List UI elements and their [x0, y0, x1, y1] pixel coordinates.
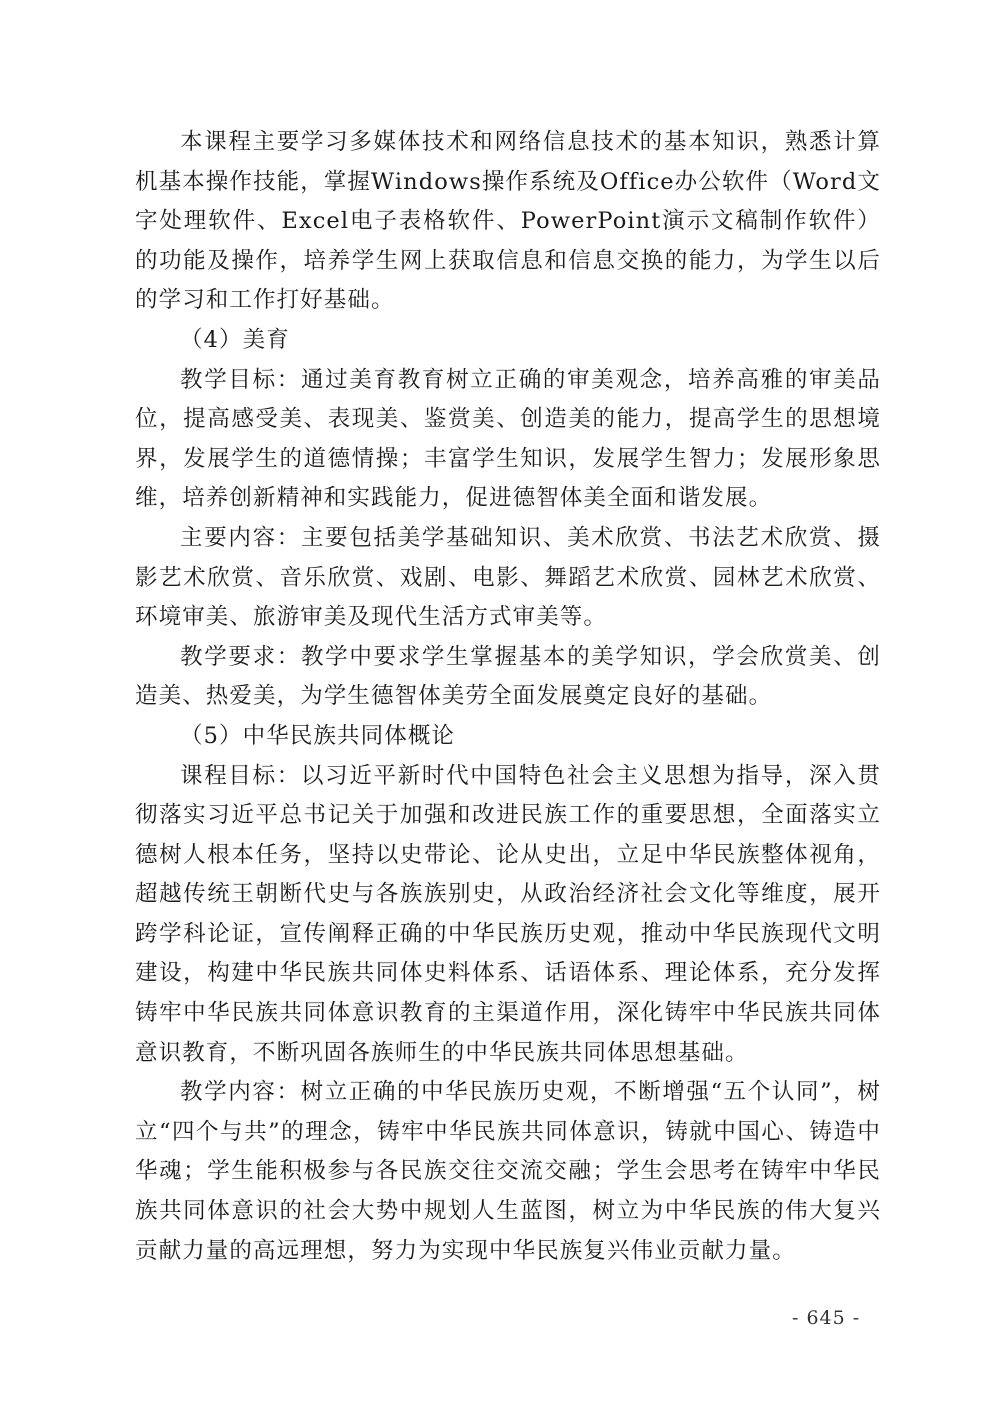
page-number: - 645 - [792, 1307, 861, 1329]
paragraph-community-content: 教学内容：树立正确的中华民族历史观，不断增强“五个认同”，树立“四个与共”的理念，铸牢中华民族共同体意识，铸就中国心、铸造中华魂；学生能积极参与各民族交往交流交融；学生会思考在铸牢中华民族共同体意识的社会大势中规划人生蓝图，树立为中华民族的伟大复兴贡献力量的高远理想，努力为实现中华民族复兴伟业贡献力量。 [135, 1079, 881, 1264]
paragraph-aesthetic-content: 主要内容：主要包括美学基础知识、美术欣赏、书法艺术欣赏、摄影艺术欣赏、音乐欣赏、戏剧、电影、舞蹈艺术欣赏、园林艺术欣赏、环境审美、旅游审美及现代生活方式审美等。 [135, 524, 881, 631]
paragraph-community-goals: 课程目标：以习近平新时代中国特色社会主义思想为指导，深入贯彻落实习近平总书记关于加强和改进民族工作的重要思想，全面落实立德树人根本任务，坚持以史带论、论从史出，立足中华民族整体视角，超越传统王朝断代史与各族族别史，从政治经济社会文化等维度，展开跨学科论证，宣传阐释正确的中华民族历史观，推动中华民族现代文明建设，构建中华民族共同体史料体系、话语体系、理论体系，充分发挥铸牢中华民族共同体意识教育的主渠道作用，深化铸牢中华民族共同体意识教育，不断巩固各族师生的中华民族共同体思想基础。 [135, 762, 881, 1066]
section-heading-national-community: （5）中华民族共同体概论 [180, 722, 456, 749]
section-heading-aesthetic-education: （4）美育 [180, 326, 290, 353]
page-body [135, 123, 881, 1271]
paragraph-computer-course: 本课程主要学习多媒体技术和网络信息技术的基本知识，熟悉计算机基本操作技能，掌握Windows操作系统及Office办公软件（Word文字处理软件、Excel电子表格软件、PowerPoint演示文稿制作软件）的功能及操作，培养学生网上获取信息和信息交换的能力，为学生以后的学习和工作打好基础。 [135, 129, 881, 314]
paragraph-aesthetic-requirements: 教学要求：教学中要求学生掌握基本的美学知识，学会欣赏美、创造美、热爱美，为学生德智体美劳全面发展奠定良好的基础。 [135, 643, 881, 710]
paragraph-aesthetic-goals: 教学目标：通过美育教育树立正确的审美观念，培养高雅的审美品位，提高感受美、表现美、鉴赏美、创造美的能力，提高学生的思想境界，发展学生的道德情操；丰富学生知识，发展学生智力；发展形象思维，培养创新精神和实践能力，促进德智体美全面和谐发展。 [135, 366, 881, 512]
